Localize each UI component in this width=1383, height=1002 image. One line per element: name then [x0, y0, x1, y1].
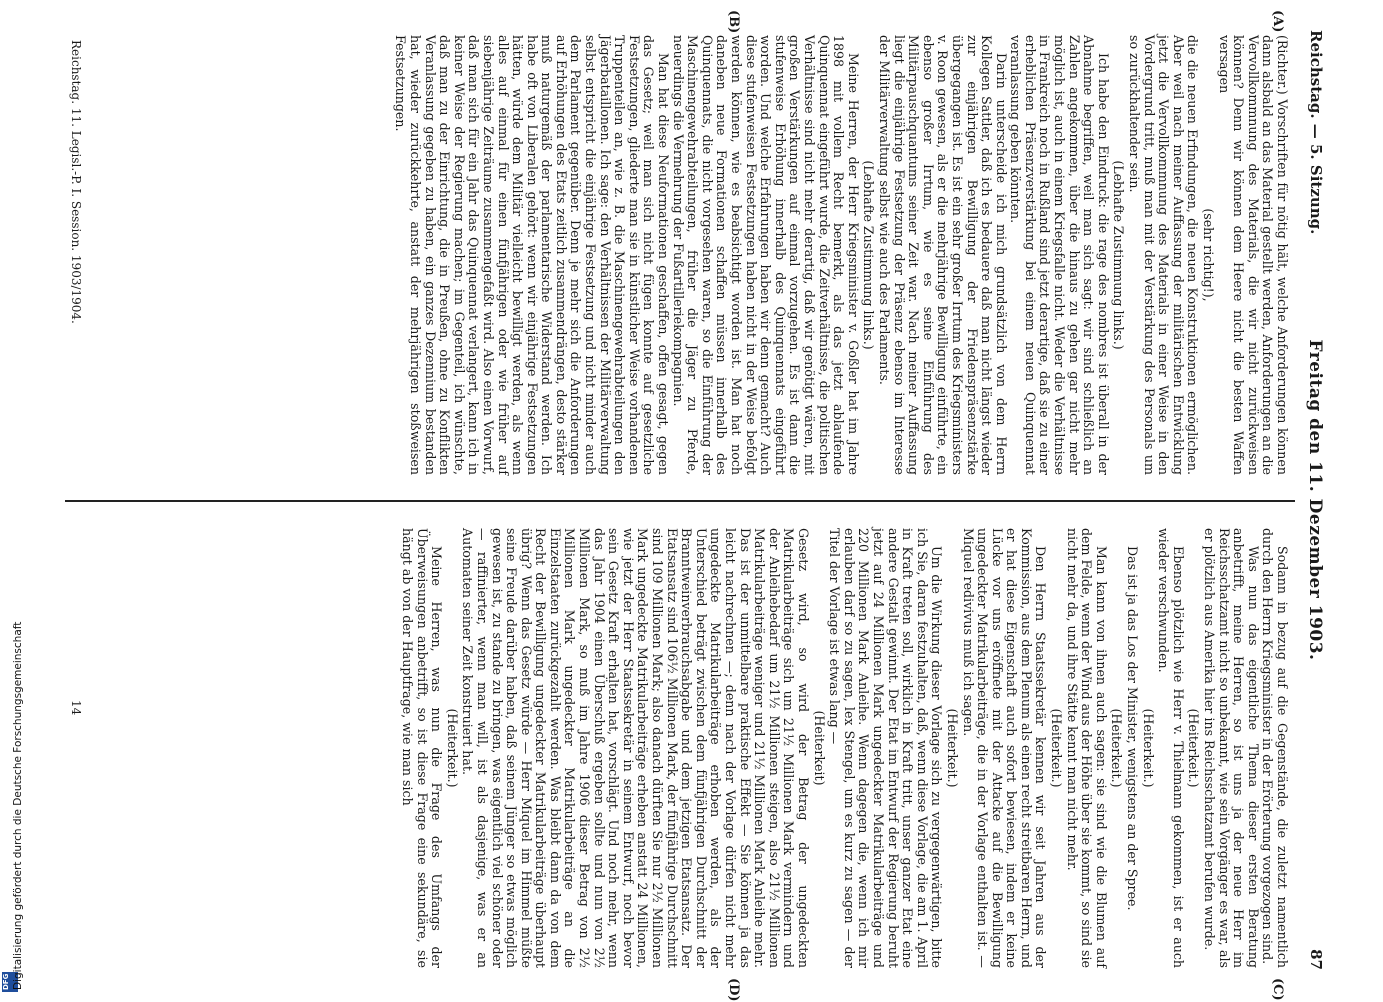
left-column [393, 35, 1289, 475]
footer-session: Reichstag. 11. Legisl.-P. I. Session. 1903/1904. [69, 40, 83, 324]
header-date: Freitag den 11. Dezember 1903. [1305, 339, 1325, 661]
stage-direction: (Heiterkeit.) [1140, 708, 1156, 788]
margin-mark-d: (D) [726, 978, 741, 1002]
paragraph: Sodann in bezug auf die Gegenstände, die zuletzt namentlich durch den Herrn Kriegsminister in der Erörterung vorgezogen sind. [1260, 528, 1290, 968]
page-number: 87 [1307, 949, 1325, 970]
paragraph: Um die Wirkung dieser Vorlage sich zu vergegenwärtigen, bitte ich Sie, daran festzuhalten, daß, wenn diese Vorlage, die am 1. April in Kraft treten soll, wirklich in Kraft tritt, unser ganzer Etat eine andere Gestalt gewinnt. Der Etat im Entwurf der Regierung beruht jetzt auf 24 Millionen Mark ungedeckter Matrikularbeiträge und 220 Millionen Mark Anleihe. Wenn dagegen die, wenn ich mir erlauben darf so zu sagen, lex Stengel, um es kurz zu sagen — der Titel der Vorlage ist etwas lang — [827, 528, 945, 968]
stage-direction: (Lebhafte Zustimmung links.) [1111, 160, 1127, 350]
stage-direction: (Heiterkeit.) [1109, 708, 1125, 788]
stage-direction: (Lebhafte Zustimmung links.) [861, 160, 877, 350]
stage-direction: (sehr richtig!), [1201, 208, 1217, 302]
paragraph: Das ist ja das Los der Minister, wenigstens an der Spree. [1125, 546, 1141, 911]
stage-direction: (Heiterkeit) [811, 710, 827, 786]
paragraph: Man kann von ihnen auch sagen: sie sind wie die Blumen auf dem Felde, wenn der Wind aus der Höhe über sie kommt, so sind sie nicht mehr da, und ihre Stätte kennt man nicht mehr. [1064, 528, 1109, 968]
paragraph: Gesetz wird, so wird der Betrag der ungedeckten Matrikularbeiträge sich um 21½ Millionen Mark vermindern und der Anleihebedarf um 21½ Millionen steigen, also 21½ Millionen Matrikularbeiträge weniger und 21½ Millionen Mark Anleihe mehr. Das ist der unmittelbare praktische Effekt — Sie können ja das leicht nachrechnen —; denn nach der Vorlage dürfen nicht mehr ungedeckte Matrikularbeiträge erhoben werden, als der Unterschied beträgt zwischen dem fünfjährigen Durchschnitt der Branntweinverbrauchsabgabe und dem jetzigen Etatsansatz. Der Etatsansatz sind 106½ Millionen Mark, der fünfjährige Durchschnitt sind 109 Millionen Mark; also danach dürften Sie nur 2½ Millionen Mark ungedeckte Matrikularbeiträge erheben anstatt 24 Millionen, wie jetzt der Herr Staatssekretär in seinem Entwurf, noch bevor sein Gesetz Kraft erhalten hat, vorschlägt. Und noch mehr, wenn das Jahr 1904 einen Überschuß ergeben sollte und nun von 2½ Millionen Mark, so muß im Jahre 1906 dieser Betrag von 2½ Millionen Mark ungedeckter Matrikularbeiträge an die Einzelstaaten zurückgezahlt werden. Was bleibt dann da von dem Recht der Bewilligung ungedeckter Matrikularbeiträge überhaupt übrig? Wenn das Gesetz würde — Herr Miquel im Himmel müßte seine Freude darüber haben, daß seinem Jünger so etwas möglich gewesen ist, zu stande zu bringen, was eigentlich viel schöner oder — raffinierter, wenn man will, ist als dasjenige, was er an Automaten seiner Zeit konstruiert hat. [460, 528, 811, 968]
stage-direction: (Heiterkeit.) [1049, 708, 1065, 788]
paragraph: (Richter.) Vorschriften für nötig hält, welche Anforderungen können dann alsbald an das Material gestellt werden, Anforderungen an die Vervollkommnung des Materials, die wir nicht zurückweisen können? Denn wir können dem Heere nicht die besten Waffen versagen [1216, 35, 1290, 475]
digitization-credit: Digitalisierung gefördert durch die Deutsche Forschungsgemeinschaft [12, 621, 24, 990]
dfg-logo-icon: DFG [2, 972, 18, 992]
paragraph: Meine Herren, was nun die Frage des Umfangs der Überweisungen anbetrifft, so ist diese Frage eine sekundäre, sie hängt ab von der Hauptfrage, wie man sich [399, 528, 445, 968]
right-column [399, 528, 1289, 968]
margin-mark-a: (A) [1270, 10, 1285, 33]
stage-direction: (Heiterkeit.) [944, 708, 960, 788]
paragraph: Darin unterscheide ich mich grundsätzlich von dem Herrn Kollegen Sattler, daß ich es bedauere daß man nicht längst wieder zur einjährigen Bewilligung der Friedenspräsenzstärke übergegangen ist. Es ist ein sehr großer Irrtum des Kriegsministers v. Roon gewesen, als er die mehrjährige Bewilligung einführte, ein ebenso großer Irrtum, wie es seine Einführung des Militärpauschquantums seiner Zeit war. Nach meiner Auffassung liegt die einjährige Festsetzung der Präsenz ebenso im Interesse der Militärverwaltung selbst wie auch des Parlaments. [876, 35, 1009, 475]
margin-mark-c: (C) [1270, 978, 1285, 1001]
paragraph: Ich habe den Eindruck: die rage des nombres ist überall in der Abnahme begriffen, weil man sich sagt: wir sind schließlich an Zahlen angekommen, über die hinaus zu gehen gar nicht mehr möglich ist, auch in einem Kriegsfalle nicht. Weder die Verhältnisse in Frankreich noch in Rußland sind jetzt derartige, daß sie zu einer erheblichen Präsenzverstärkung bei einem neuen Quinquennat veranlassung geben könnten. [1008, 35, 1111, 475]
stage-direction: (Heiterkeit.) [444, 708, 460, 788]
footer-sheet-number: 14 [69, 700, 83, 716]
paragraph: Man hat diese Neuformationen geschaffen, offen gesagt, gegen das Gesetz; weil man sich nicht fügen konnte auf gesetzliche Festsetzungen, gliederte man sie in künstlicher Weise vorhandenen Truppenteilen an, wie z. B. die Maschinengewehrabteilungen den Jägerbataillonen. Ich sage: den Verhältnissen der Militärverwaltung selbst entspricht die einjährige Festsetzung und nicht minder auch dem Parlament gegenüber. Denn je mehr sich die Anforderungen auf Erhöhungen des Etats zeitlich zusammendrängen, desto stärker muß naturgemäß der parlamentarische Widerstand werden. Ich habe oft von Liberalen gehört: wenn wir einjährige Festsetzungen hätten, würde dem Militär vielleicht bewilligt werden, als wenn alles auf einmal für einen fünfjährigen oder wie früher auf siebenjährige Zeiträume zusammengefaßt wird. Also einen Vorwurf, daß man sich für ein Jahr das Quinquennat verlangert, kann ich in keiner Weise der Regierung machen; im Gegenteil, ich wünschte, daß man zu der Einrichtung, die in Preußen, ohne zu Konflikten Veranlassung gegeben zu haben, ein ganzes Dezennium bestanden hat, wieder zurückkehrte, anstatt der mehrjährigen stoßweisen Festsetzungen. [393, 35, 672, 475]
paragraph: Was nun das eigentliche Thema dieser ersten Beratung anbetrifft, meine Herren, so ist uns ja der neue Herr im Reichsschatzamt nicht so unbekannt, wie sein Vorgänger es war, als er plötzlich aus Amerika hier ins Reichsschatzamt berufen wurde. [1202, 528, 1261, 968]
page-header [1299, 30, 1329, 970]
column-divider [65, 500, 1295, 502]
paragraph: Den Herrn Staatssekretär kennen wir seit Jahren aus der Kommission, aus dem Plenum als einen recht streitbaren Herrn, und er hat diese Eigenschaft auch sofort bewiesen, indem er keine Lücke vor uns eröffnete mit der Attacke auf die Bewilligung ungedeckter Matrikularbeiträge, die in der Vorlage enthalten ist. — Miquel redivivus muß ich sagen. [960, 528, 1049, 968]
stage-direction: (Heiterkeit.) [1186, 708, 1202, 788]
paragraph: die die neuen Erfindungen, die neuen Konstruktionen ermöglichen. Aber weil nach meiner Auffassung der militärischen Entwicklung jetzt die Vervollkommnung des Materials in einer Weise in den Vordergrund tritt, muß man mit der Verstärkung des Personals um so zurückhaltender sein. [1127, 35, 1201, 475]
margin-mark-b: (B) [726, 10, 741, 34]
paragraph: Ebenso plötzlich wie Herr v. Thielmann gekommen, ist er auch wieder verschwunden. [1156, 528, 1186, 968]
header-left: Reichstag. — 5. Sitzung. [1307, 30, 1325, 235]
paragraph: Meine Herren, der Herr Kriegsminister v. Goßler hat im Jahre 1898 mit vollem Recht bemerkt, als das jetzt ablaufende Quinquennat eingeführt wurde, die Zeitverhältnisse, die politischen Verhältnisse sind nicht mehr derartig, daß wir genötigt wären, mit großen Verstärkungen auf einmal vorzugehen. Es ist dann die stufenweise Erhöhung innerhalb des Quinquennats eingeführt worden. Und welche Erfahrungen haben wir denn gemacht? Auch diese stufenweisen Festsetzungen haben nicht in der Weise befolgt werden können, wie es beabsichtigt worden ist. Man hat noch daneben neue Formationen schaffen müssen innerhalb des Quinquennats, die nicht vorgesehen waren, so die Einführung der Maschinengewehrabteilungen, früher die Jäger zu Pferde, neuerdings die Vermehrung der Fußartilleriekompagnien. [670, 35, 861, 475]
